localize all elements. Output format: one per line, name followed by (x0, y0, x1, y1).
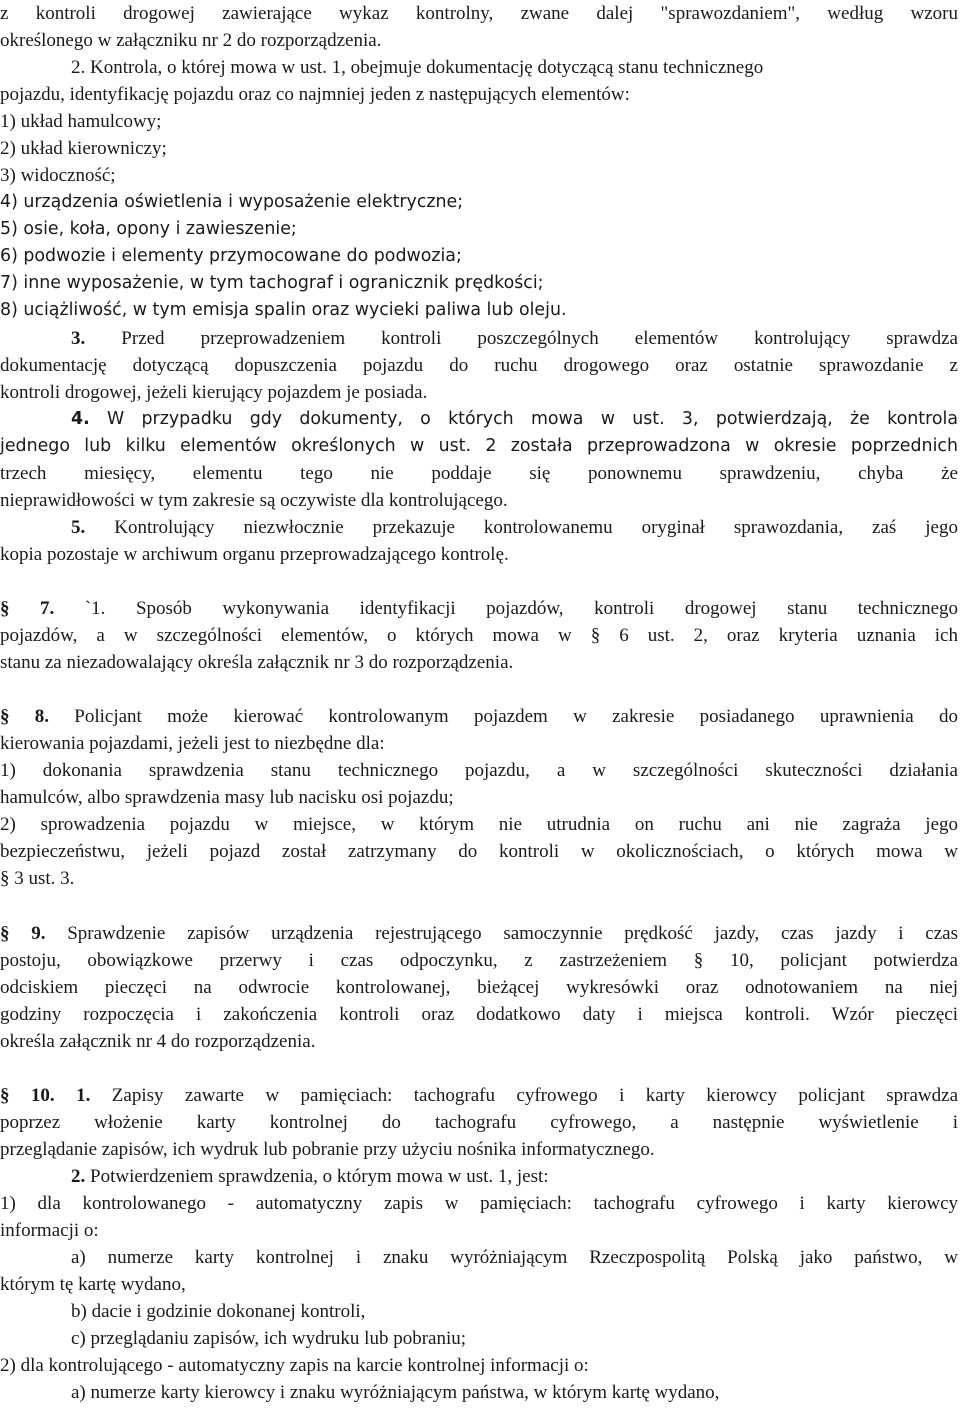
text-line-content: Sprawdzenie zapisów urządzenia rejestrującego samoczynnie prędkość jazdy, czas jazdy i czas (67, 923, 959, 944)
section-number: § 10. 1. (0, 1085, 91, 1106)
text-line-content: c) przeglądaniu zapisów, ich wydruku lub pobraniu; (71, 1328, 467, 1349)
text-line-content: 1) dla kontrolowanego - automatyczny zapis w pamięciach: tachografu cyfrowego i karty kierowcy (0, 1193, 958, 1214)
text-line (0, 433, 958, 460)
text-line (0, 622, 958, 649)
text-line-content: określa załącznik nr 4 do rozporządzenia. (0, 1031, 316, 1052)
text-line (0, 1001, 958, 1028)
text-line (0, 1271, 958, 1298)
text-line-content: 2) układ kierowniczy; (0, 138, 167, 159)
text-line (0, 216, 958, 243)
text-line-content: b) dacie i godzinie dokonanej kontroli, (71, 1301, 366, 1322)
text-line-content: przeglądanie zapisów, ich wydruk lub pobranie przy użyciu nośnika informatycznego. (0, 1139, 655, 1160)
text-line (0, 1298, 958, 1325)
section-number: 3. (71, 328, 86, 349)
text-line-content: W przypadku gdy dokumenty, o których mowa w ust. 3, potwierdzają, że kontrola (107, 409, 958, 429)
text-line (0, 297, 958, 324)
text-line (0, 811, 958, 838)
text-line (0, 352, 958, 379)
text-line (0, 487, 958, 514)
text-line-content: odciskiem pieczęci na odwrocie kontrolowanej, bieżącej wykresówki oraz odnotowaniem na niej (0, 977, 958, 998)
text-line (0, 108, 958, 135)
text-line (0, 270, 958, 297)
text-line (0, 1325, 958, 1352)
text-line-content: z kontroli drogowej zawierające wykaz kontrolny, zwane dalej "sprawozdaniem", według wzoru (0, 3, 958, 24)
text-line-content: a) numerze karty kontrolnej i znaku wyróżniającym Rzeczpospolitą Polską jako państwo, w (71, 1247, 958, 1268)
text-line (0, 1028, 958, 1055)
text-line-content: trzech miesięcy, elementu tego nie poddaje się ponownemu sprawdzeniu, chyba że (0, 463, 958, 484)
text-line (0, 1109, 958, 1136)
section-number: 4. (71, 409, 90, 429)
text-line-content: bezpieczeństwu, jeżeli pojazd został zatrzymany do kontroli w okolicznościach, o których mowa w (0, 841, 958, 862)
text-line-content: Kontrolujący niezwłocznie przekazuje kontrolowanemu oryginał sprawozdania, zaś jego (114, 517, 958, 538)
text-line (0, 784, 958, 811)
text-line (0, 514, 958, 541)
text-line (0, 1217, 958, 1244)
text-line (0, 920, 958, 947)
text-line-content: 1) dokonania sprawdzenia stanu technicznego pojazdu, a w szczególności skuteczności działania (0, 760, 958, 781)
text-line-content: `1. Sposób wykonywania identyfikacji pojazdów, kontroli drogowej stanu technicznego (84, 598, 958, 619)
text-line (0, 1190, 958, 1217)
text-line (0, 0, 958, 27)
text-line (0, 703, 958, 730)
text-line-content: dokumentację dotyczącą dopuszczenia pojazdu do ruchu drogowego oraz ostatnie sprawozdanie z (0, 355, 958, 376)
text-line-content: kierowania pojazdami, jeżeli jest to niezbędne dla: (0, 733, 385, 754)
text-line-content: godziny rozpoczęcia i zakończenia kontroli oraz dodatkowo daty i miejsca kontroli. Wzór pieczęci (0, 1004, 958, 1025)
text-line-content: kontroli drogowej, jeżeli kierujący pojazdem je posiada. (0, 382, 428, 403)
text-line (0, 1136, 958, 1163)
text-line-content: postoju, obowiązkowe przerwy i czas odpoczynku, z zastrzeżeniem § 10, policjant potwierdza (0, 950, 958, 971)
text-line (0, 974, 958, 1001)
text-line-content: Przed przeprowadzeniem kontroli poszczególnych elementów kontrolujący sprawdza (121, 328, 958, 349)
section-number: § 8. (0, 706, 50, 727)
text-line (0, 541, 958, 568)
text-line-content: nieprawidłowości w tym zakresie są oczywiste dla kontrolującego. (0, 490, 508, 511)
text-line (0, 189, 958, 216)
text-line-content: 2. Kontrola, o której mowa w ust. 1, obejmuje dokumentację dotyczącą stanu technicznego (71, 57, 764, 78)
text-line (0, 838, 958, 865)
section-number: 2. (71, 1166, 86, 1187)
text-line (0, 1244, 958, 1271)
text-line-content: pojazdów, a w szczególności elementów, o których mowa w § 6 ust. 2, oraz kryteria uznania ich (0, 625, 958, 646)
text-line-content: kopia pozostaje w archiwum organu przeprowadzającego kontrolę. (0, 544, 509, 565)
text-line (0, 27, 958, 54)
text-line-content: a) numerze karty kierowcy i znaku wyróżniającym państwa, w którym kartę wydano, (71, 1382, 720, 1403)
text-line-content: 2) dla kontrolującego - automatyczny zapis na karcie kontrolnej informacji o: (0, 1355, 589, 1376)
text-line-content: 5) osie, koła, opony i zawieszenie; (0, 219, 297, 239)
text-line-content: Policjant może kierować kontrolowanym pojazdem w zakresie posiadanego uprawnienia do (74, 706, 958, 727)
text-line-content: 4) urządzenia oświetlenia i wyposażenie elektryczne; (0, 192, 464, 212)
text-line (0, 1163, 958, 1190)
text-line (0, 947, 958, 974)
text-line (0, 379, 958, 406)
text-line (0, 406, 958, 433)
text-line (0, 1379, 958, 1406)
text-line-content: którym tę kartę wydano, (0, 1274, 186, 1295)
text-line (0, 865, 958, 892)
text-line-content: określonego w załączniku nr 2 do rozporządzenia. (0, 30, 382, 51)
text-line (0, 81, 958, 108)
text-line (0, 460, 958, 487)
text-line-content: poprzez włożenie karty kontrolnej do tachografu cyfrowego, a następnie wyświetlenie i (0, 1112, 958, 1133)
text-line (0, 649, 958, 676)
section-number: 5. (71, 517, 86, 538)
text-line-content: 3) widoczność; (0, 165, 116, 186)
text-line (0, 243, 958, 270)
text-line (0, 162, 958, 189)
text-line-content: stanu za niezadowalający określa załącznik nr 3 do rozporządzenia. (0, 652, 514, 673)
text-line (0, 1352, 958, 1379)
section-number: § 9. (0, 923, 46, 944)
text-line (0, 135, 958, 162)
text-line (0, 325, 958, 352)
text-line-content: Zapisy zawarte w pamięciach: tachografu cyfrowego i karty kierowcy policjant sprawdza (111, 1085, 959, 1106)
text-line (0, 595, 958, 622)
text-line-content: 6) podwozie i elementy przymocowane do podwozia; (0, 246, 462, 266)
text-line-content: Potwierdzeniem sprawdzenia, o którym mowa w ust. 1, jest: (90, 1166, 549, 1187)
text-line-content: 7) inne wyposażenie, w tym tachograf i ogranicznik prędkości; (0, 273, 544, 293)
text-line-content: § 3 ust. 3. (0, 868, 75, 889)
text-line (0, 757, 958, 784)
text-line (0, 730, 958, 757)
text-line-content: jednego lub kilku elementów określonych w ust. 2 została przeprowadzona w okresie poprzednich (0, 436, 958, 456)
text-line (0, 54, 958, 81)
text-line-content: 8) uciążliwość, w tym emisja spalin oraz wycieki paliwa lub oleju. (0, 300, 567, 320)
text-line (0, 1082, 958, 1109)
text-line-content: 1) układ hamulcowy; (0, 111, 162, 132)
text-line-content: informacji o: (0, 1220, 99, 1241)
text-line-content: hamulców, albo sprawdzenia masy lub nacisku osi pojazdu; (0, 787, 454, 808)
text-line-content: 2) sprowadzenia pojazdu w miejsce, w którym nie utrudnia on ruchu ani nie zagraża jego (0, 814, 958, 835)
section-number: § 7. (0, 598, 55, 619)
text-line-content: pojazdu, identyfikację pojazdu oraz co najmniej jeden z następujących elementów: (0, 84, 630, 105)
